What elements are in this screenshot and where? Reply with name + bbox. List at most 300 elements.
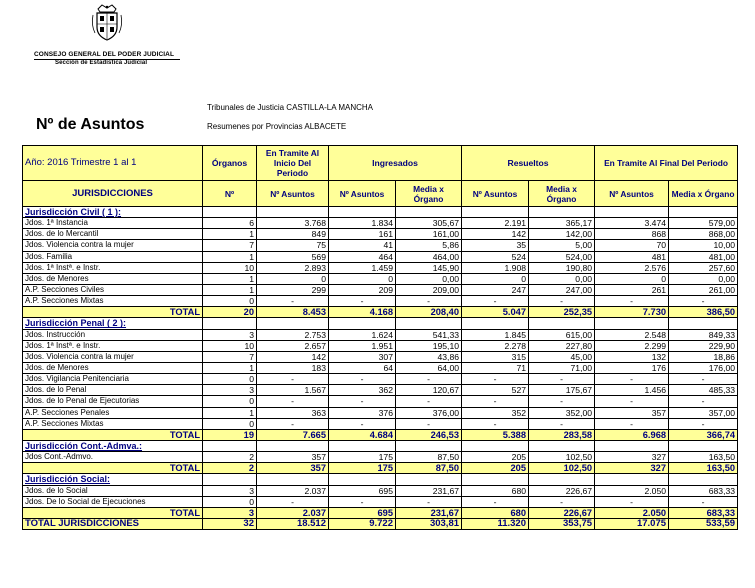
- value-res: -: [462, 374, 529, 385]
- table-row: [23, 452, 738, 463]
- header-row-1: [23, 146, 738, 181]
- province-line: Resumenes por Provincias ALBACETE: [207, 122, 347, 131]
- section-total-row: [23, 507, 738, 518]
- empty-cell: [257, 207, 329, 218]
- empty-cell: [529, 474, 595, 485]
- value-res: 680: [462, 485, 529, 496]
- value-res: -: [462, 418, 529, 429]
- year-period-label: Año: 2016 Trimestre 1 al 1: [23, 146, 203, 181]
- value-fin-m: -: [669, 396, 738, 407]
- organization-header: [34, 51, 180, 66]
- grand-total-fin-m: 533,59: [669, 518, 738, 529]
- value-res: 247: [462, 284, 529, 295]
- total-fin: 327: [595, 463, 669, 474]
- value-ing-m: -: [396, 496, 462, 507]
- value-ini: -: [257, 418, 329, 429]
- value-fin: 0: [595, 273, 669, 284]
- value-ini: 357: [257, 452, 329, 463]
- header-row-2: [23, 181, 738, 207]
- value-res: 71: [462, 362, 529, 373]
- court-name: A.P. Secciones Mixtas: [23, 418, 203, 429]
- media-final-header: Media x Órgano: [669, 181, 738, 207]
- value-org: 1: [203, 229, 257, 240]
- value-fin: -: [595, 374, 669, 385]
- value-ini: 3.768: [257, 218, 329, 229]
- total-ing-m: 231,67: [396, 507, 462, 518]
- value-fin-m: -: [669, 296, 738, 307]
- value-fin: 3.474: [595, 218, 669, 229]
- value-fin: 2.576: [595, 262, 669, 273]
- value-ing: -: [329, 374, 396, 385]
- grand-total-label: TOTAL JURISDICCIONES: [23, 518, 203, 529]
- value-res-m: -: [529, 496, 595, 507]
- grand-total-ini: 18.512: [257, 518, 329, 529]
- total-fin-m: 366,74: [669, 429, 738, 440]
- court-name: Jdos. Familia: [23, 251, 203, 262]
- col-tramite-inicio-header: En Tramite Al Inicio Del Periodo: [257, 146, 329, 181]
- value-fin-m: 683,33: [669, 485, 738, 496]
- value-org: 7: [203, 351, 257, 362]
- value-ing-m: 305,67: [396, 218, 462, 229]
- table-row: [23, 240, 738, 251]
- value-ini: 569: [257, 251, 329, 262]
- empty-cell: [396, 318, 462, 329]
- value-res: 0: [462, 273, 529, 284]
- value-res-m: 524,00: [529, 251, 595, 262]
- value-fin: 2.299: [595, 340, 669, 351]
- empty-cell: [595, 440, 669, 451]
- court-name: Jdos. Vigilancia Penitenciaria: [23, 374, 203, 385]
- section-header-row: [23, 207, 738, 218]
- table-row: [23, 362, 738, 373]
- total-ing: 175: [329, 463, 396, 474]
- total-res-m: 226,67: [529, 507, 595, 518]
- value-ini: -: [257, 296, 329, 307]
- value-fin: -: [595, 418, 669, 429]
- section-total-row: [23, 429, 738, 440]
- grand-total-org: 32: [203, 518, 257, 529]
- coat-of-arms-logo: [90, 3, 124, 43]
- value-ing: 175: [329, 452, 396, 463]
- empty-cell: [203, 474, 257, 485]
- page-title: Nº de Asuntos: [36, 116, 145, 133]
- empty-cell: [329, 440, 396, 451]
- value-res-m: 142,00: [529, 229, 595, 240]
- court-name: Jdos. de lo Penal: [23, 385, 203, 396]
- value-ini: 1.567: [257, 385, 329, 396]
- n-asuntos-resueltos-header: Nº Asuntos: [462, 181, 529, 207]
- section-header-row: [23, 474, 738, 485]
- value-ing-m: 5,86: [396, 240, 462, 251]
- empty-cell: [669, 318, 738, 329]
- n-asuntos-final-header: Nº Asuntos: [595, 181, 669, 207]
- table-row: [23, 418, 738, 429]
- value-res-m: 365,17: [529, 218, 595, 229]
- value-fin-m: 868,00: [669, 229, 738, 240]
- empty-cell: [462, 318, 529, 329]
- value-ing: 1.834: [329, 218, 396, 229]
- total-fin: 6.968: [595, 429, 669, 440]
- value-res: 205: [462, 452, 529, 463]
- section-title: Jurisdicción Civil ( 1 ):: [23, 207, 203, 218]
- total-fin: 7.730: [595, 307, 669, 318]
- total-res: 205: [462, 463, 529, 474]
- value-fin-m: 10,00: [669, 240, 738, 251]
- empty-cell: [669, 207, 738, 218]
- total-res: 680: [462, 507, 529, 518]
- value-fin: 868: [595, 229, 669, 240]
- total-ing: 4.168: [329, 307, 396, 318]
- value-fin-m: 357,00: [669, 407, 738, 418]
- value-fin-m: 257,60: [669, 262, 738, 273]
- total-ing-m: 208,40: [396, 307, 462, 318]
- col-tramite-final-header: En Tramite Al Final Del Periodo: [595, 146, 738, 181]
- empty-cell: [257, 440, 329, 451]
- value-org: 0: [203, 496, 257, 507]
- value-res-m: -: [529, 296, 595, 307]
- value-org: 2: [203, 452, 257, 463]
- value-ing-m: 87,50: [396, 452, 462, 463]
- value-ini: 183: [257, 362, 329, 373]
- court-name: Jdos. de lo Penal de Ejecutorias: [23, 396, 203, 407]
- value-ini: 2.657: [257, 340, 329, 351]
- value-res: -: [462, 496, 529, 507]
- value-fin: -: [595, 296, 669, 307]
- total-ing: 695: [329, 507, 396, 518]
- value-org: 7: [203, 240, 257, 251]
- empty-cell: [203, 440, 257, 451]
- total-ing: 4.684: [329, 429, 396, 440]
- col-ingresados-header: Ingresados: [329, 146, 462, 181]
- empty-cell: [529, 440, 595, 451]
- empty-cell: [257, 474, 329, 485]
- grand-total-res-m: 353,75: [529, 518, 595, 529]
- total-ini: 2.037: [257, 507, 329, 518]
- value-ing-m: 161,00: [396, 229, 462, 240]
- value-res: 527: [462, 385, 529, 396]
- value-ing: 307: [329, 351, 396, 362]
- value-org: 1: [203, 284, 257, 295]
- value-res-m: 352,00: [529, 407, 595, 418]
- cases-table: [22, 145, 738, 530]
- total-ing-m: 87,50: [396, 463, 462, 474]
- value-ing: 695: [329, 485, 396, 496]
- value-ing-m: 231,67: [396, 485, 462, 496]
- value-org: 0: [203, 296, 257, 307]
- value-res-m: 247,00: [529, 284, 595, 295]
- value-ing-m: 376,00: [396, 407, 462, 418]
- court-name: Jdos. 1ª Instª. e Instr.: [23, 340, 203, 351]
- court-name: Jdos. de Menores: [23, 273, 203, 284]
- value-ing-m: 0,00: [396, 273, 462, 284]
- value-res-m: 5,00: [529, 240, 595, 251]
- jurisdicciones-header: JURISDICCIONES: [23, 181, 203, 207]
- section-header-row: [23, 318, 738, 329]
- org-subtitle: Sección de Estadística Judicial: [55, 60, 148, 66]
- value-ing-m: -: [396, 418, 462, 429]
- grand-total-row: [23, 518, 738, 529]
- value-fin-m: 261,00: [669, 284, 738, 295]
- value-fin-m: -: [669, 374, 738, 385]
- value-ing-m: 64,00: [396, 362, 462, 373]
- total-res-m: 252,35: [529, 307, 595, 318]
- empty-cell: [669, 440, 738, 451]
- value-fin: 70: [595, 240, 669, 251]
- value-res: -: [462, 396, 529, 407]
- table-row: [23, 229, 738, 240]
- empty-cell: [329, 318, 396, 329]
- value-fin-m: 0,00: [669, 273, 738, 284]
- section-total-row: [23, 463, 738, 474]
- value-org: 1: [203, 273, 257, 284]
- value-org: 1: [203, 362, 257, 373]
- table-row: [23, 385, 738, 396]
- value-ing: 1.951: [329, 340, 396, 351]
- value-ini: -: [257, 374, 329, 385]
- total-label: TOTAL: [23, 429, 203, 440]
- grand-total-ing-m: 303,81: [396, 518, 462, 529]
- grand-total-res: 11.320: [462, 518, 529, 529]
- value-res-m: 102,50: [529, 452, 595, 463]
- value-res-m: 227,80: [529, 340, 595, 351]
- value-ini: 849: [257, 229, 329, 240]
- empty-cell: [329, 207, 396, 218]
- value-res-m: 175,67: [529, 385, 595, 396]
- total-fin-m: 683,33: [669, 507, 738, 518]
- value-ing-m: -: [396, 296, 462, 307]
- value-res-m: 45,00: [529, 351, 595, 362]
- value-ing: -: [329, 418, 396, 429]
- value-res-m: 71,00: [529, 362, 595, 373]
- value-fin-m: 579,00: [669, 218, 738, 229]
- value-ing: 1.459: [329, 262, 396, 273]
- court-name: Jdos. 1ª Instª. e Instr.: [23, 262, 203, 273]
- value-ini: 2.893: [257, 262, 329, 273]
- value-res: -: [462, 296, 529, 307]
- value-fin: 176: [595, 362, 669, 373]
- value-fin: 2.548: [595, 329, 669, 340]
- table-row: [23, 273, 738, 284]
- table-row: [23, 329, 738, 340]
- value-res: 1.908: [462, 262, 529, 273]
- court-name: Jdos. de lo Mercantil: [23, 229, 203, 240]
- total-res: 5.047: [462, 307, 529, 318]
- value-org: 3: [203, 385, 257, 396]
- total-fin-m: 386,50: [669, 307, 738, 318]
- value-fin-m: 485,33: [669, 385, 738, 396]
- empty-cell: [595, 207, 669, 218]
- empty-cell: [529, 318, 595, 329]
- value-res: 35: [462, 240, 529, 251]
- value-ing: 376: [329, 407, 396, 418]
- value-res-m: 190,80: [529, 262, 595, 273]
- value-org: 0: [203, 374, 257, 385]
- empty-cell: [595, 474, 669, 485]
- value-res: 1.845: [462, 329, 529, 340]
- grand-total-ing: 9.722: [329, 518, 396, 529]
- grand-total-fin: 17.075: [595, 518, 669, 529]
- total-org: 3: [203, 507, 257, 518]
- value-org: 3: [203, 329, 257, 340]
- court-name: A.P. Secciones Civiles: [23, 284, 203, 295]
- empty-cell: [396, 440, 462, 451]
- table-row: [23, 296, 738, 307]
- empty-cell: [329, 474, 396, 485]
- value-ini: 75: [257, 240, 329, 251]
- value-ing-m: 209,00: [396, 284, 462, 295]
- total-org: 20: [203, 307, 257, 318]
- table-row: [23, 218, 738, 229]
- total-ing-m: 246,53: [396, 429, 462, 440]
- value-org: 0: [203, 418, 257, 429]
- court-name: Jdos. Instrucción: [23, 329, 203, 340]
- value-org: 10: [203, 262, 257, 273]
- n-header: Nº: [203, 181, 257, 207]
- media-resueltos-header: Media x Órgano: [529, 181, 595, 207]
- value-org: 1: [203, 251, 257, 262]
- value-org: 0: [203, 396, 257, 407]
- value-ing: -: [329, 396, 396, 407]
- value-fin-m: -: [669, 496, 738, 507]
- value-res-m: 615,00: [529, 329, 595, 340]
- region-line: Tribunales de Justicia CASTILLA-LA MANCHA: [207, 103, 373, 112]
- section-header-row: [23, 440, 738, 451]
- col-organos-header: Órganos: [203, 146, 257, 181]
- value-res: 2.278: [462, 340, 529, 351]
- value-fin: 132: [595, 351, 669, 362]
- value-fin: -: [595, 496, 669, 507]
- empty-cell: [595, 318, 669, 329]
- value-ini: -: [257, 496, 329, 507]
- value-fin: 357: [595, 407, 669, 418]
- table-row: [23, 262, 738, 273]
- total-ini: 7.665: [257, 429, 329, 440]
- value-fin: 1.456: [595, 385, 669, 396]
- value-res: 2.191: [462, 218, 529, 229]
- value-res-m: -: [529, 418, 595, 429]
- value-fin-m: 229,90: [669, 340, 738, 351]
- value-ing-m: 464,00: [396, 251, 462, 262]
- value-fin-m: -: [669, 418, 738, 429]
- section-total-row: [23, 307, 738, 318]
- section-title: Jurisdicción Cont.-Admva.:: [23, 440, 203, 451]
- empty-cell: [669, 474, 738, 485]
- value-ing-m: 43,86: [396, 351, 462, 362]
- empty-cell: [203, 318, 257, 329]
- court-name: Jdos. de lo Social: [23, 485, 203, 496]
- table-row: [23, 351, 738, 362]
- table-row: [23, 284, 738, 295]
- total-ini: 8.453: [257, 307, 329, 318]
- total-ini: 357: [257, 463, 329, 474]
- court-name: Jdos. de Menores: [23, 362, 203, 373]
- value-ini: 299: [257, 284, 329, 295]
- table-row: [23, 340, 738, 351]
- value-res: 142: [462, 229, 529, 240]
- empty-cell: [462, 207, 529, 218]
- court-name: Jdos. De lo Social de Ejecuciones: [23, 496, 203, 507]
- value-org: 1: [203, 407, 257, 418]
- empty-cell: [396, 474, 462, 485]
- value-ing: 209: [329, 284, 396, 295]
- value-ini: 2.753: [257, 329, 329, 340]
- value-ini: 0: [257, 273, 329, 284]
- org-name: CONSEJO GENERAL DEL PODER JUDICIAL: [34, 51, 175, 58]
- value-org: 3: [203, 485, 257, 496]
- total-label: TOTAL: [23, 507, 203, 518]
- value-res-m: -: [529, 396, 595, 407]
- value-ing: 0: [329, 273, 396, 284]
- value-fin-m: 849,33: [669, 329, 738, 340]
- value-res: 352: [462, 407, 529, 418]
- value-ing: 41: [329, 240, 396, 251]
- media-ingresados-header: Media x Órgano: [396, 181, 462, 207]
- value-fin-m: 18,86: [669, 351, 738, 362]
- total-label: TOTAL: [23, 307, 203, 318]
- total-fin-m: 163,50: [669, 463, 738, 474]
- section-title: Jurisdicción Penal ( 2 ):: [23, 318, 203, 329]
- value-ing: 362: [329, 385, 396, 396]
- total-label: TOTAL: [23, 463, 203, 474]
- value-ini: 363: [257, 407, 329, 418]
- empty-cell: [462, 440, 529, 451]
- value-ing-m: 145,90: [396, 262, 462, 273]
- empty-cell: [462, 474, 529, 485]
- value-ing-m: -: [396, 374, 462, 385]
- total-org: 19: [203, 429, 257, 440]
- table-row: [23, 485, 738, 496]
- value-ing-m: -: [396, 396, 462, 407]
- total-org: 2: [203, 463, 257, 474]
- value-fin: 327: [595, 452, 669, 463]
- value-ing: 64: [329, 362, 396, 373]
- value-ing: 161: [329, 229, 396, 240]
- value-org: 10: [203, 340, 257, 351]
- table-row: [23, 251, 738, 262]
- value-ini: 2.037: [257, 485, 329, 496]
- empty-cell: [529, 207, 595, 218]
- n-asuntos-inicio-header: Nº Asuntos: [257, 181, 329, 207]
- n-asuntos-ingresados-header: Nº Asuntos: [329, 181, 396, 207]
- value-ing: -: [329, 496, 396, 507]
- value-ing-m: 195,10: [396, 340, 462, 351]
- value-fin: 261: [595, 284, 669, 295]
- empty-cell: [257, 318, 329, 329]
- total-res-m: 283,58: [529, 429, 595, 440]
- empty-cell: [396, 207, 462, 218]
- table-row: [23, 407, 738, 418]
- total-fin: 2.050: [595, 507, 669, 518]
- value-ini: -: [257, 396, 329, 407]
- value-fin-m: 163,50: [669, 452, 738, 463]
- court-name: Jdos. Violencia contra la mujer: [23, 351, 203, 362]
- table-row: [23, 496, 738, 507]
- value-res: 524: [462, 251, 529, 262]
- value-ing: -: [329, 296, 396, 307]
- value-res-m: 226,67: [529, 485, 595, 496]
- total-res: 5.388: [462, 429, 529, 440]
- value-fin: 2.050: [595, 485, 669, 496]
- col-resueltos-header: Resueltos: [462, 146, 595, 181]
- value-ing-m: 541,33: [396, 329, 462, 340]
- value-fin: 481: [595, 251, 669, 262]
- value-ini: 142: [257, 351, 329, 362]
- value-fin-m: 481,00: [669, 251, 738, 262]
- court-name: A.P. Secciones Penales: [23, 407, 203, 418]
- value-res-m: 0,00: [529, 273, 595, 284]
- value-fin: -: [595, 396, 669, 407]
- section-title: Jurisdicción Social:: [23, 474, 203, 485]
